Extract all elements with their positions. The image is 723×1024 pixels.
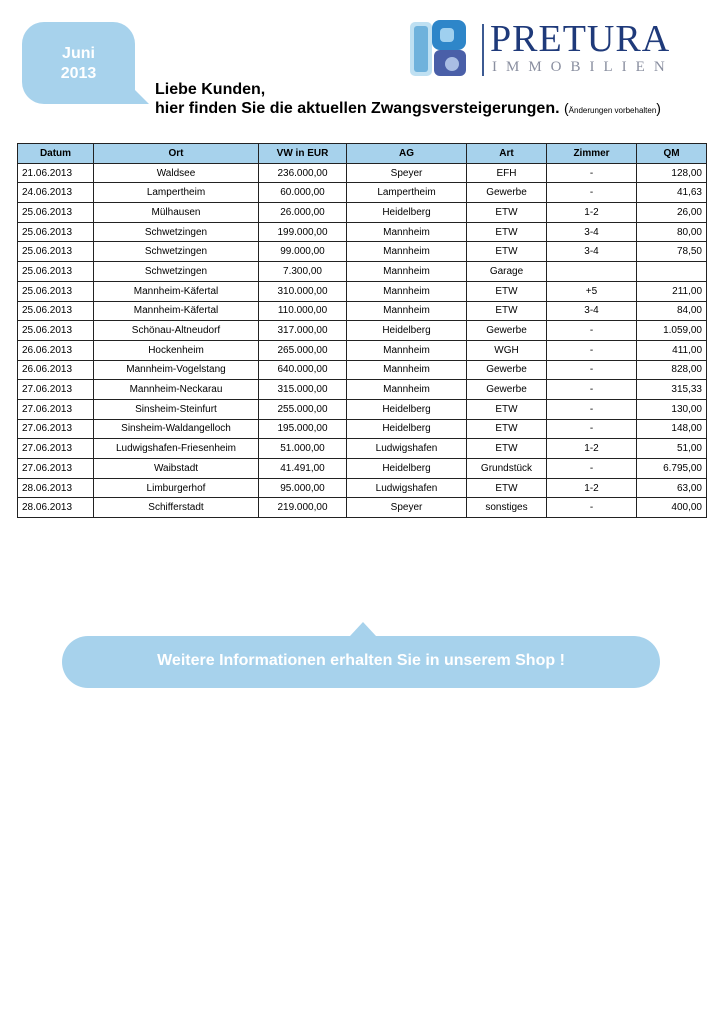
- table-row: [18, 478, 707, 498]
- cell-qm: 80,00: [637, 222, 707, 242]
- cell-datum: 28.06.2013: [18, 478, 94, 498]
- cell-vw: 317.000,00: [259, 321, 347, 341]
- cell-qm: [637, 262, 707, 282]
- cell-ort: Mannheim-Käfertal: [94, 281, 259, 301]
- table-row: [18, 380, 707, 400]
- cell-qm: 130,00: [637, 399, 707, 419]
- cell-datum: 27.06.2013: [18, 419, 94, 439]
- table-row: [18, 222, 707, 242]
- cell-vw: 7.300,00: [259, 262, 347, 282]
- column-header: AG: [347, 144, 467, 164]
- cell-zimmer: -: [547, 399, 637, 419]
- date-badge: [22, 22, 135, 104]
- column-header: QM: [637, 144, 707, 164]
- cell-ag: Heidelberg: [347, 399, 467, 419]
- cell-zimmer: -: [547, 498, 637, 518]
- cell-ort: Hockenheim: [94, 340, 259, 360]
- table-row: [18, 183, 707, 203]
- table-row: [18, 262, 707, 282]
- cell-vw: 110.000,00: [259, 301, 347, 321]
- cell-ort: Schwetzingen: [94, 222, 259, 242]
- cell-zimmer: 1-2: [547, 203, 637, 223]
- cell-zimmer: 3-4: [547, 301, 637, 321]
- cell-art: Grundstück: [467, 459, 547, 479]
- cell-art: Gewerbe: [467, 321, 547, 341]
- cell-ort: Mannheim-Neckarau: [94, 380, 259, 400]
- cell-art: ETW: [467, 222, 547, 242]
- table-row: [18, 399, 707, 419]
- cell-art: ETW: [467, 478, 547, 498]
- cell-zimmer: [547, 262, 637, 282]
- greeting-line1: Liebe Kunden,: [155, 81, 266, 98]
- greeting: [155, 80, 661, 120]
- cell-datum: 27.06.2013: [18, 439, 94, 459]
- column-header: Zimmer: [547, 144, 637, 164]
- cell-ag: Mannheim: [347, 380, 467, 400]
- cell-ort: Ludwigshafen-Friesenheim: [94, 439, 259, 459]
- greeting-paren-open: (: [564, 100, 569, 116]
- cell-ort: Schifferstadt: [94, 498, 259, 518]
- cell-datum: 27.06.2013: [18, 399, 94, 419]
- cell-ort: Lampertheim: [94, 183, 259, 203]
- cell-ort: Waibstadt: [94, 459, 259, 479]
- pretura-logo: [410, 20, 695, 80]
- greeting-line2: [155, 99, 661, 120]
- greeting-headline: hier finden Sie die aktuellen Zwangsversteigerungen.: [155, 100, 560, 117]
- greeting-paren-close: ): [656, 100, 661, 116]
- cell-ag: Mannheim: [347, 340, 467, 360]
- cell-datum: 25.06.2013: [18, 321, 94, 341]
- cell-datum: 25.06.2013: [18, 281, 94, 301]
- cell-vw: 99.000,00: [259, 242, 347, 262]
- table-body: [18, 163, 707, 517]
- cell-ort: Schwetzingen: [94, 262, 259, 282]
- cell-zimmer: 1-2: [547, 478, 637, 498]
- cell-zimmer: -: [547, 459, 637, 479]
- table-row: [18, 242, 707, 262]
- cell-ort: Waldsee: [94, 163, 259, 183]
- date-badge-month: Juni: [62, 45, 95, 62]
- cell-vw: 51.000,00: [259, 439, 347, 459]
- cell-art: WGH: [467, 340, 547, 360]
- cell-qm: 128,00: [637, 163, 707, 183]
- pretura-logo-mark-icon: [410, 20, 468, 78]
- cell-datum: 25.06.2013: [18, 301, 94, 321]
- cell-vw: 255.000,00: [259, 399, 347, 419]
- cell-qm: 41,63: [637, 183, 707, 203]
- cell-ort: Sinsheim-Waldangelloch: [94, 419, 259, 439]
- cell-datum: 26.06.2013: [18, 340, 94, 360]
- table-row: [18, 498, 707, 518]
- cell-art: ETW: [467, 419, 547, 439]
- cell-datum: 27.06.2013: [18, 459, 94, 479]
- cell-art: Garage: [467, 262, 547, 282]
- cell-vw: 60.000,00: [259, 183, 347, 203]
- cell-zimmer: 1-2: [547, 439, 637, 459]
- cell-vw: 265.000,00: [259, 340, 347, 360]
- cell-zimmer: -: [547, 380, 637, 400]
- cell-ag: Heidelberg: [347, 419, 467, 439]
- auction-table: [17, 143, 707, 518]
- cell-zimmer: +5: [547, 281, 637, 301]
- cell-qm: 51,00: [637, 439, 707, 459]
- cell-ort: Sinsheim-Steinfurt: [94, 399, 259, 419]
- cell-zimmer: -: [547, 183, 637, 203]
- shop-banner-pointer: [350, 622, 376, 636]
- cell-datum: 25.06.2013: [18, 222, 94, 242]
- cell-qm: 26,00: [637, 203, 707, 223]
- cell-vw: 219.000,00: [259, 498, 347, 518]
- cell-art: ETW: [467, 399, 547, 419]
- cell-vw: 95.000,00: [259, 478, 347, 498]
- cell-art: Gewerbe: [467, 183, 547, 203]
- cell-ag: Mannheim: [347, 242, 467, 262]
- cell-vw: 41.491,00: [259, 459, 347, 479]
- table-row: [18, 163, 707, 183]
- cell-ort: Schönau-Altneudorf: [94, 321, 259, 341]
- cell-art: ETW: [467, 281, 547, 301]
- column-header: Datum: [18, 144, 94, 164]
- cell-vw: 195.000,00: [259, 419, 347, 439]
- cell-zimmer: -: [547, 360, 637, 380]
- cell-ag: Heidelberg: [347, 321, 467, 341]
- cell-qm: 63,00: [637, 478, 707, 498]
- cell-ort: Mannheim-Käfertal: [94, 301, 259, 321]
- cell-vw: 236.000,00: [259, 163, 347, 183]
- cell-datum: 25.06.2013: [18, 203, 94, 223]
- cell-qm: 78,50: [637, 242, 707, 262]
- logo-subtitle: IMMOBILIEN: [492, 59, 674, 75]
- cell-qm: 828,00: [637, 360, 707, 380]
- logo-name: PRETURA: [490, 18, 671, 60]
- cell-qm: 211,00: [637, 281, 707, 301]
- cell-ag: Mannheim: [347, 262, 467, 282]
- table-row: [18, 203, 707, 223]
- cell-art: ETW: [467, 439, 547, 459]
- table-row: [18, 439, 707, 459]
- table-row: [18, 321, 707, 341]
- cell-zimmer: 3-4: [547, 242, 637, 262]
- cell-ort: Mülhausen: [94, 203, 259, 223]
- cell-datum: 26.06.2013: [18, 360, 94, 380]
- cell-vw: 640.000,00: [259, 360, 347, 380]
- cell-ag: Ludwigshafen: [347, 439, 467, 459]
- table-row: [18, 281, 707, 301]
- cell-zimmer: 3-4: [547, 222, 637, 242]
- cell-ag: Mannheim: [347, 222, 467, 242]
- cell-zimmer: -: [547, 163, 637, 183]
- cell-qm: 1.059,00: [637, 321, 707, 341]
- table-row: [18, 419, 707, 439]
- table-row: [18, 301, 707, 321]
- greeting-note: Änderungen vorbehalten: [568, 106, 657, 115]
- cell-art: ETW: [467, 203, 547, 223]
- table-row: [18, 459, 707, 479]
- cell-ag: Speyer: [347, 163, 467, 183]
- cell-qm: 315,33: [637, 380, 707, 400]
- table-row: [18, 340, 707, 360]
- logo-divider: [482, 24, 484, 76]
- cell-ag: Mannheim: [347, 301, 467, 321]
- cell-ag: Heidelberg: [347, 203, 467, 223]
- cell-ag: Mannheim: [347, 281, 467, 301]
- cell-ag: Lampertheim: [347, 183, 467, 203]
- column-header: Art: [467, 144, 547, 164]
- column-header: VW in EUR: [259, 144, 347, 164]
- cell-datum: 27.06.2013: [18, 380, 94, 400]
- cell-vw: 315.000,00: [259, 380, 347, 400]
- cell-art: ETW: [467, 242, 547, 262]
- cell-art: Gewerbe: [467, 380, 547, 400]
- cell-qm: 6.795,00: [637, 459, 707, 479]
- cell-ort: Mannheim-Vogelstang: [94, 360, 259, 380]
- cell-datum: 28.06.2013: [18, 498, 94, 518]
- cell-vw: 310.000,00: [259, 281, 347, 301]
- cell-qm: 84,00: [637, 301, 707, 321]
- cell-datum: 24.06.2013: [18, 183, 94, 203]
- cell-qm: 148,00: [637, 419, 707, 439]
- column-header: Ort: [94, 144, 259, 164]
- cell-vw: 199.000,00: [259, 222, 347, 242]
- cell-ag: Mannheim: [347, 360, 467, 380]
- cell-art: sonstiges: [467, 498, 547, 518]
- cell-datum: 25.06.2013: [18, 242, 94, 262]
- cell-vw: 26.000,00: [259, 203, 347, 223]
- cell-zimmer: -: [547, 321, 637, 341]
- shop-banner-text: Weitere Informationen erhalten Sie in unserem Shop !: [157, 652, 565, 669]
- shop-banner[interactable]: [62, 636, 660, 688]
- cell-art: Gewerbe: [467, 360, 547, 380]
- cell-ag: Ludwigshafen: [347, 478, 467, 498]
- cell-art: EFH: [467, 163, 547, 183]
- cell-ag: Heidelberg: [347, 459, 467, 479]
- cell-ort: Schwetzingen: [94, 242, 259, 262]
- cell-datum: 21.06.2013: [18, 163, 94, 183]
- cell-datum: 25.06.2013: [18, 262, 94, 282]
- cell-ort: Limburgerhof: [94, 478, 259, 498]
- cell-ag: Speyer: [347, 498, 467, 518]
- date-badge-year: 2013: [60, 65, 97, 82]
- cell-art: ETW: [467, 301, 547, 321]
- cell-zimmer: -: [547, 419, 637, 439]
- table-header-row: [18, 144, 707, 164]
- table-row: [18, 360, 707, 380]
- date-badge-tail: [135, 90, 149, 104]
- cell-zimmer: -: [547, 340, 637, 360]
- cell-qm: 411,00: [637, 340, 707, 360]
- cell-qm: 400,00: [637, 498, 707, 518]
